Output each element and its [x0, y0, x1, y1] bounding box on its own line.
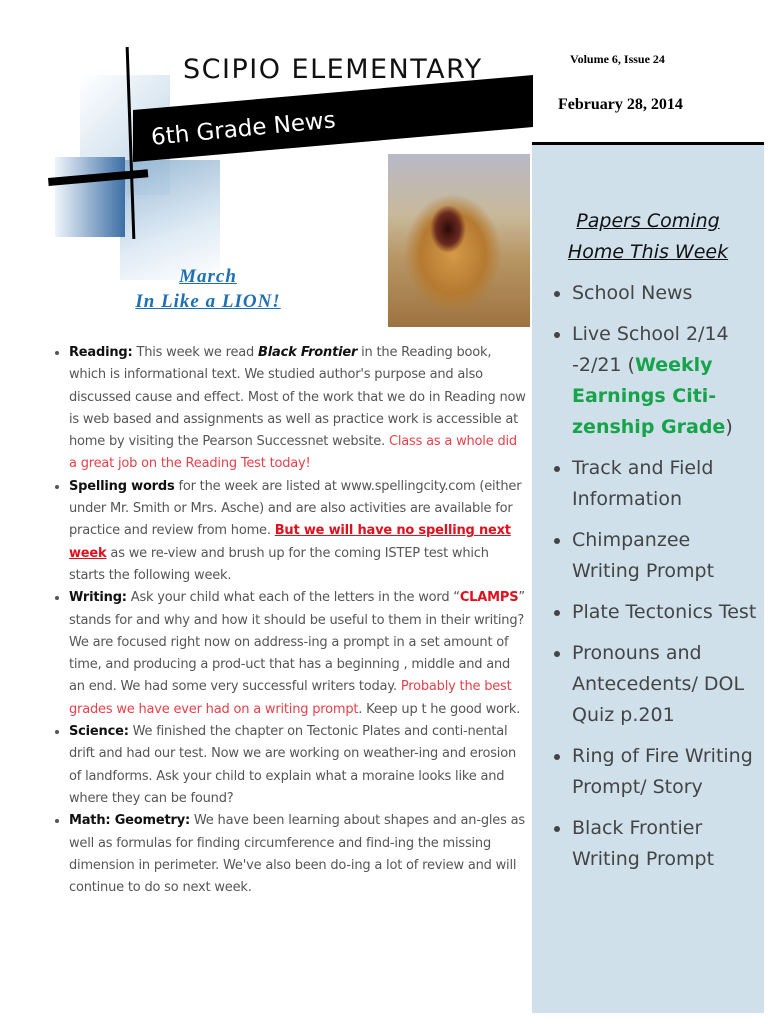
highlight-text: Class as a whole did a great job on the Reading Test today!	[69, 434, 517, 472]
feature-heading	[60, 264, 356, 314]
highlight-text: But we will have no spelling next week	[69, 523, 511, 561]
text: )	[725, 416, 733, 438]
article-reading	[69, 342, 528, 476]
sidebar-heading	[532, 206, 764, 268]
highlight-text: Weekly Earnings Citi-zenship Grade	[572, 354, 726, 438]
sidebar-heading-line1: Papers Coming	[576, 210, 720, 232]
volume-issue: Volume 6, Issue 24	[570, 52, 665, 66]
article-science	[69, 721, 528, 810]
text: This week we read	[132, 345, 259, 360]
school-name: SCIPIO ELEMENTARY	[183, 54, 483, 85]
text: Live School 2/14 -2/21 (	[572, 323, 729, 376]
book-title: Black Frontier	[258, 345, 358, 360]
article-writing	[69, 587, 528, 721]
issue-date: February 28, 2014	[558, 96, 683, 113]
article-label: Reading:	[69, 345, 133, 360]
list-item: • Track and Field Information	[572, 453, 758, 515]
article-label: Spelling words	[69, 478, 175, 494]
text: as we re-view and brush up for the coming ISTEP test which starts the following week.	[69, 545, 489, 583]
feature-heading-line1: March	[179, 266, 237, 287]
text: . Keep up t he good work.	[358, 701, 521, 717]
list-item: • School News	[572, 278, 758, 309]
articles	[40, 342, 528, 899]
list-item: • Pronouns and Antecedents/ DOL Quiz p.201	[572, 638, 758, 731]
article-label: Science:	[69, 724, 129, 740]
text: in the Reading book, which is informational text. We studied author's purpose and also discussed cause and effect. Most of the work that we do in Reading now is web based and assignments as well as practice work is accessible at home by visiting the Pearson Successnet website.	[69, 345, 526, 450]
newsletter-title: 6th Grade News	[150, 107, 337, 151]
list-item: • Ring of Fire Writing Prompt/ Story	[572, 741, 758, 803]
list-item: • Black Frontier Writing Prompt	[572, 813, 758, 875]
text: We finished the chapter on Tectonic Plates and conti-nental drift and had our test. Now we are working on weather-ing and erosion of landforms. Ask your child to explain what a moraine looks like and where they can be found?	[69, 724, 516, 806]
text: Ask your child what each of the letters in the word “	[126, 590, 460, 606]
article-label: Math: Geometry:	[69, 813, 190, 829]
feature-heading-line2: In Like a LION!	[135, 291, 281, 312]
highlight-text: CLAMPS	[459, 590, 519, 606]
article-spelling	[69, 476, 528, 587]
text: ” stands for and why and how it should be useful to them in their writing? We are focused right now on address-ing a prompt in a set amount of time, and producing a prod-uct that has a beginning , middle and and an end. We had some very successful writers today.	[69, 590, 525, 695]
highlight-text: Probably the best grades we have ever had on a writing prompt	[69, 679, 512, 717]
list-item: • Chimpanzee Writing Prompt	[572, 525, 758, 587]
article-math	[69, 810, 528, 899]
article-label: Writing:	[69, 590, 127, 606]
text: for the week are listed at www.spellingcity.com (either under Mr. Smith or Mrs. Asche) and are also activities are available for practice and review from home.	[69, 478, 522, 539]
list-item	[572, 319, 758, 443]
lion-image	[388, 154, 530, 327]
text: We have been learning about shapes and an-gles as well as formulas for finding circumference and find-ing the missing dimension in perimeter. We've also been do-ing a lot of review and will continue to do so next week.	[69, 813, 525, 896]
list-item: • Plate Tectonics Test	[572, 597, 758, 628]
decorative-square	[55, 157, 125, 237]
sidebar-heading-line2: Home This Week	[567, 241, 729, 263]
papers-list	[548, 278, 758, 885]
